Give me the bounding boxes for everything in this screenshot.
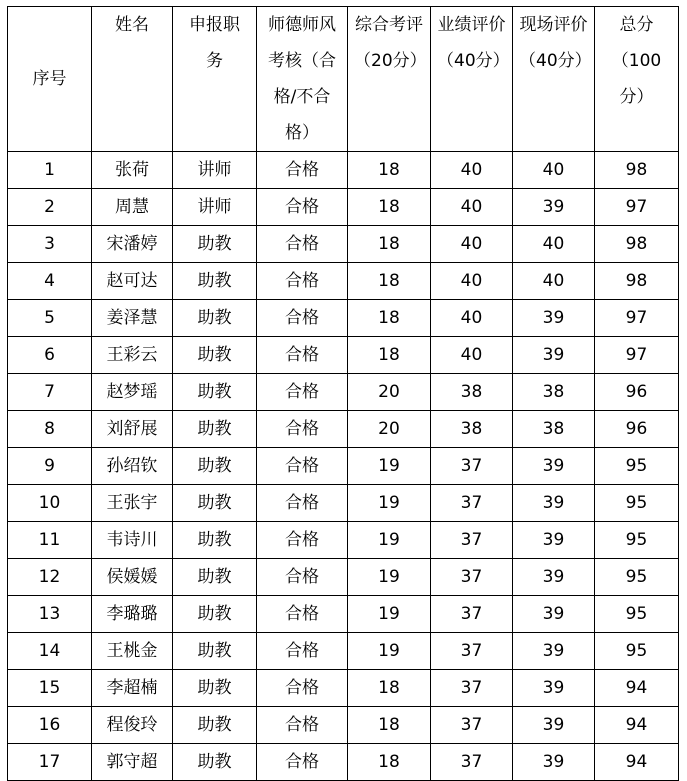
table-row [8, 707, 679, 744]
performance-cell: 40 [431, 152, 513, 189]
comprehensive-cell: 18 [348, 226, 431, 263]
onsite-cell: 39 [513, 300, 595, 337]
onsite-cell: 39 [513, 596, 595, 633]
ethics-cell: 合格 [257, 744, 348, 781]
position-cell: 助教 [173, 522, 257, 559]
total-cell: 98 [595, 263, 679, 300]
comprehensive-cell: 19 [348, 633, 431, 670]
performance-cell: 38 [431, 411, 513, 448]
table-body [8, 152, 679, 781]
table-row [8, 633, 679, 670]
position-cell: 助教 [173, 448, 257, 485]
header-ethics: 师德师风考核（合格/不合格） [257, 7, 348, 152]
ethics-cell: 合格 [257, 189, 348, 226]
performance-cell: 40 [431, 263, 513, 300]
comprehensive-cell: 18 [348, 300, 431, 337]
performance-cell: 37 [431, 670, 513, 707]
ethics-cell: 合格 [257, 152, 348, 189]
total-cell: 94 [595, 670, 679, 707]
comprehensive-cell: 18 [348, 337, 431, 374]
onsite-cell: 39 [513, 189, 595, 226]
ethics-cell: 合格 [257, 485, 348, 522]
index-cell: 6 [8, 337, 92, 374]
comprehensive-cell: 18 [348, 189, 431, 226]
onsite-cell: 40 [513, 152, 595, 189]
header-position: 申报职务 [173, 7, 257, 152]
header-performance: 业绩评价（40分） [431, 7, 513, 152]
ethics-cell: 合格 [257, 596, 348, 633]
performance-cell: 40 [431, 337, 513, 374]
onsite-cell: 38 [513, 374, 595, 411]
onsite-cell: 39 [513, 448, 595, 485]
total-cell: 97 [595, 300, 679, 337]
performance-cell: 40 [431, 300, 513, 337]
index-cell: 4 [8, 263, 92, 300]
table-row [8, 300, 679, 337]
performance-cell: 37 [431, 707, 513, 744]
position-cell: 助教 [173, 337, 257, 374]
name-cell: 周慧 [92, 189, 173, 226]
performance-cell: 40 [431, 226, 513, 263]
onsite-cell: 39 [513, 337, 595, 374]
comprehensive-cell: 20 [348, 411, 431, 448]
comprehensive-cell: 19 [348, 522, 431, 559]
comprehensive-cell: 18 [348, 744, 431, 781]
ethics-cell: 合格 [257, 226, 348, 263]
total-cell: 94 [595, 707, 679, 744]
table-row [8, 411, 679, 448]
index-cell: 10 [8, 485, 92, 522]
index-cell: 9 [8, 448, 92, 485]
table-row [8, 374, 679, 411]
name-cell: 程俊玲 [92, 707, 173, 744]
ethics-cell: 合格 [257, 633, 348, 670]
onsite-cell: 39 [513, 485, 595, 522]
name-cell: 王桃金 [92, 633, 173, 670]
onsite-cell: 40 [513, 263, 595, 300]
total-cell: 96 [595, 411, 679, 448]
total-cell: 95 [595, 485, 679, 522]
comprehensive-cell: 18 [348, 152, 431, 189]
performance-cell: 37 [431, 559, 513, 596]
ethics-cell: 合格 [257, 337, 348, 374]
header-name: 姓名 [92, 7, 173, 152]
header-comprehensive: 综合考评（20分） [348, 7, 431, 152]
position-cell: 助教 [173, 226, 257, 263]
index-cell: 8 [8, 411, 92, 448]
comprehensive-cell: 18 [348, 670, 431, 707]
index-cell: 11 [8, 522, 92, 559]
position-cell: 讲师 [173, 152, 257, 189]
total-cell: 95 [595, 633, 679, 670]
index-cell: 15 [8, 670, 92, 707]
name-cell: 侯媛媛 [92, 559, 173, 596]
table-row [8, 189, 679, 226]
header-index: 序号 [8, 7, 92, 152]
ethics-cell: 合格 [257, 670, 348, 707]
name-cell: 李超楠 [92, 670, 173, 707]
total-cell: 95 [595, 448, 679, 485]
name-cell: 韦诗川 [92, 522, 173, 559]
table-row [8, 152, 679, 189]
name-cell: 宋潘婷 [92, 226, 173, 263]
name-cell: 赵可达 [92, 263, 173, 300]
header-total: 总分（100分） [595, 7, 679, 152]
performance-cell: 37 [431, 596, 513, 633]
comprehensive-cell: 19 [348, 596, 431, 633]
name-cell: 王彩云 [92, 337, 173, 374]
table-row [8, 670, 679, 707]
index-cell: 2 [8, 189, 92, 226]
total-cell: 97 [595, 337, 679, 374]
name-cell: 刘舒展 [92, 411, 173, 448]
position-cell: 讲师 [173, 189, 257, 226]
total-cell: 95 [595, 596, 679, 633]
name-cell: 孙绍钦 [92, 448, 173, 485]
table-row [8, 596, 679, 633]
total-cell: 97 [595, 189, 679, 226]
ethics-cell: 合格 [257, 522, 348, 559]
name-cell: 郭守超 [92, 744, 173, 781]
total-cell: 96 [595, 374, 679, 411]
position-cell: 助教 [173, 744, 257, 781]
onsite-cell: 39 [513, 633, 595, 670]
index-cell: 3 [8, 226, 92, 263]
onsite-cell: 39 [513, 744, 595, 781]
index-cell: 14 [8, 633, 92, 670]
position-cell: 助教 [173, 300, 257, 337]
table-row [8, 485, 679, 522]
performance-cell: 37 [431, 522, 513, 559]
onsite-cell: 39 [513, 707, 595, 744]
position-cell: 助教 [173, 374, 257, 411]
total-cell: 94 [595, 744, 679, 781]
table-row [8, 522, 679, 559]
onsite-cell: 39 [513, 522, 595, 559]
performance-cell: 38 [431, 374, 513, 411]
total-cell: 98 [595, 152, 679, 189]
position-cell: 助教 [173, 411, 257, 448]
table-row [8, 559, 679, 596]
total-cell: 98 [595, 226, 679, 263]
ethics-cell: 合格 [257, 300, 348, 337]
total-cell: 95 [595, 522, 679, 559]
ethics-cell: 合格 [257, 707, 348, 744]
position-cell: 助教 [173, 485, 257, 522]
performance-cell: 37 [431, 448, 513, 485]
table-header-row [8, 7, 679, 152]
comprehensive-cell: 19 [348, 559, 431, 596]
index-cell: 16 [8, 707, 92, 744]
table-row [8, 448, 679, 485]
table-row [8, 744, 679, 781]
position-cell: 助教 [173, 670, 257, 707]
onsite-cell: 39 [513, 670, 595, 707]
position-cell: 助教 [173, 596, 257, 633]
table-row [8, 226, 679, 263]
onsite-cell: 39 [513, 559, 595, 596]
table-row [8, 263, 679, 300]
index-cell: 5 [8, 300, 92, 337]
comprehensive-cell: 19 [348, 485, 431, 522]
onsite-cell: 38 [513, 411, 595, 448]
ethics-cell: 合格 [257, 448, 348, 485]
performance-cell: 37 [431, 633, 513, 670]
performance-cell: 37 [431, 744, 513, 781]
name-cell: 王张宇 [92, 485, 173, 522]
name-cell: 李璐璐 [92, 596, 173, 633]
comprehensive-cell: 18 [348, 707, 431, 744]
name-cell: 姜泽慧 [92, 300, 173, 337]
comprehensive-cell: 20 [348, 374, 431, 411]
name-cell: 赵梦瑶 [92, 374, 173, 411]
name-cell: 张荷 [92, 152, 173, 189]
performance-cell: 40 [431, 189, 513, 226]
position-cell: 助教 [173, 707, 257, 744]
total-cell: 95 [595, 559, 679, 596]
header-onsite: 现场评价（40分） [513, 7, 595, 152]
results-table-container [7, 6, 679, 781]
index-cell: 17 [8, 744, 92, 781]
index-cell: 7 [8, 374, 92, 411]
performance-cell: 37 [431, 485, 513, 522]
index-cell: 13 [8, 596, 92, 633]
position-cell: 助教 [173, 559, 257, 596]
comprehensive-cell: 19 [348, 448, 431, 485]
position-cell: 助教 [173, 263, 257, 300]
ethics-cell: 合格 [257, 374, 348, 411]
onsite-cell: 40 [513, 226, 595, 263]
index-cell: 1 [8, 152, 92, 189]
ethics-cell: 合格 [257, 411, 348, 448]
results-table [7, 6, 679, 781]
position-cell: 助教 [173, 633, 257, 670]
ethics-cell: 合格 [257, 263, 348, 300]
ethics-cell: 合格 [257, 559, 348, 596]
table-row [8, 337, 679, 374]
index-cell: 12 [8, 559, 92, 596]
comprehensive-cell: 18 [348, 263, 431, 300]
